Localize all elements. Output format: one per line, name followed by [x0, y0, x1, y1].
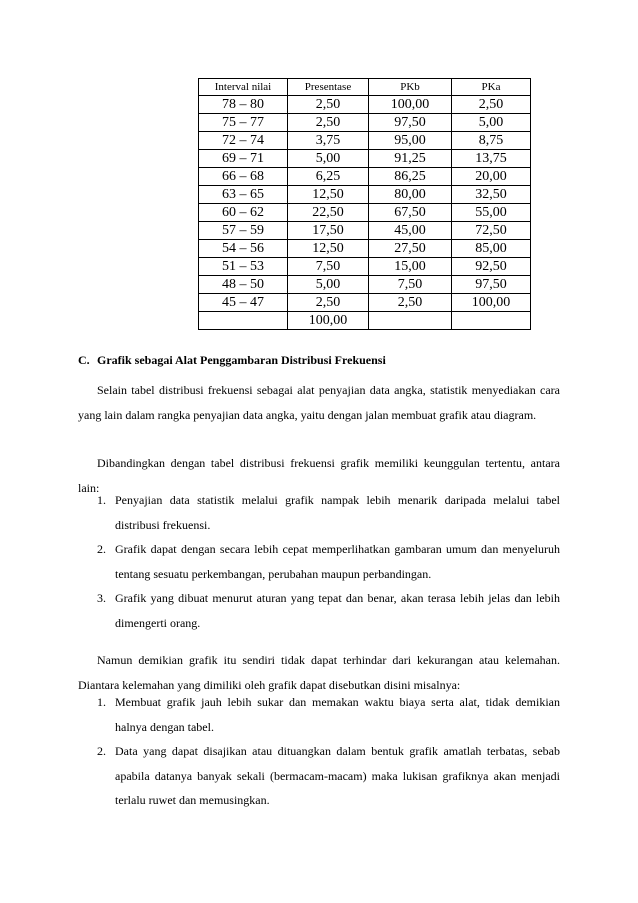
cell-interval: 54 – 56 — [199, 240, 288, 258]
list-item-text: Penyajian data statistik melalui grafik nampak lebih menarik daripada melalui tabel distribusi frekuensi. — [115, 493, 560, 532]
table-row — [199, 150, 531, 168]
cell-pka: 55,00 — [452, 204, 531, 222]
frequency-table — [198, 78, 531, 330]
cell-presentase: 2,50 — [288, 114, 369, 132]
cell-pkb: 100,00 — [369, 96, 452, 114]
list-marker: 2. — [97, 744, 106, 758]
header-interval: Interval nilai — [199, 79, 288, 96]
paragraph-weaknesses-text: Namun demikian grafik itu sendiri tidak dapat terhindar dari kekurangan atau kelemahan. Diantara kelemahan yang dimiliki oleh grafik dapat disebutkan disini misalnya: — [78, 653, 560, 692]
paragraph-intro — [78, 378, 560, 427]
cell-interval: 60 – 62 — [199, 204, 288, 222]
cell-pka: 100,00 — [452, 294, 531, 312]
list-item — [78, 537, 560, 586]
cell-pkb: 15,00 — [369, 258, 452, 276]
cell-pkb: 7,50 — [369, 276, 452, 294]
cell-interval: 57 – 59 — [199, 222, 288, 240]
cell-interval: 75 – 77 — [199, 114, 288, 132]
cell-interval: 72 – 74 — [199, 132, 288, 150]
paragraph-advantages-text: Dibandingkan dengan tabel distribusi frekuensi grafik memiliki keunggulan tertentu, antara lain: — [78, 456, 560, 495]
table-row — [199, 258, 531, 276]
cell-presentase: 6,25 — [288, 168, 369, 186]
list-item-text: Data yang dapat disajikan atau dituangkan dalam bentuk grafik amatlah terbatas, sebab apabila datanya banyak sekali (bermacam-macam) maka lukisan grafiknya akan menjadi terlalu ruwet dan memusingkan. — [115, 744, 560, 807]
list-marker: 1. — [97, 695, 106, 709]
table-row — [199, 204, 531, 222]
list-item — [78, 488, 560, 537]
list-item — [78, 690, 560, 739]
table-row — [199, 114, 531, 132]
table-row — [199, 186, 531, 204]
cell-presentase: 5,00 — [288, 150, 369, 168]
cell-presentase: 7,50 — [288, 258, 369, 276]
list-item — [78, 739, 560, 813]
cell-pka: 13,75 — [452, 150, 531, 168]
cell-presentase: 22,50 — [288, 204, 369, 222]
cell-interval: 45 – 47 — [199, 294, 288, 312]
cell-interval: 63 – 65 — [199, 186, 288, 204]
cell-interval: 66 – 68 — [199, 168, 288, 186]
weaknesses-list — [78, 690, 560, 813]
cell-pkb: 95,00 — [369, 132, 452, 150]
cell-presentase: 2,50 — [288, 96, 369, 114]
table-row — [199, 294, 531, 312]
list-marker: 3. — [97, 591, 106, 605]
cell-interval: 48 – 50 — [199, 276, 288, 294]
cell-pkb: 91,25 — [369, 150, 452, 168]
empty-cell — [369, 312, 452, 330]
advantages-list — [78, 488, 560, 635]
cell-pka: 2,50 — [452, 96, 531, 114]
table-row — [199, 168, 531, 186]
cell-pka: 32,50 — [452, 186, 531, 204]
cell-pkb: 27,50 — [369, 240, 452, 258]
cell-pka: 92,50 — [452, 258, 531, 276]
cell-presentase: 5,00 — [288, 276, 369, 294]
list-item — [78, 586, 560, 635]
cell-pkb: 97,50 — [369, 114, 452, 132]
list-marker: 1. — [97, 493, 106, 507]
cell-pka: 20,00 — [452, 168, 531, 186]
table-row — [199, 222, 531, 240]
paragraph-intro-text: Selain tabel distribusi frekuensi sebagai alat penyajian data angka, statistik menyediakan cara yang lain dalam rangka penyajian data angka, yaitu dengan jalan membuat grafik atau diagram. — [78, 383, 560, 422]
cell-presentase: 3,75 — [288, 132, 369, 150]
section-heading — [78, 353, 386, 368]
cell-presentase: 12,50 — [288, 186, 369, 204]
total-presentase: 100,00 — [288, 312, 369, 330]
header-pka: PKa — [452, 79, 531, 96]
empty-cell — [199, 312, 288, 330]
cell-presentase: 12,50 — [288, 240, 369, 258]
header-pkb: PKb — [369, 79, 452, 96]
list-item-text: Membuat grafik jauh lebih sukar dan memakan waktu biaya serta alat, tidak demikian halnya dengan tabel. — [115, 695, 560, 734]
cell-pkb: 2,50 — [369, 294, 452, 312]
cell-pkb: 86,25 — [369, 168, 452, 186]
cell-pka: 72,50 — [452, 222, 531, 240]
cell-pkb: 45,00 — [369, 222, 452, 240]
section-title: Grafik sebagai Alat Penggambaran Distribusi Frekuensi — [97, 353, 386, 367]
table-header-row — [199, 79, 531, 96]
cell-interval: 51 – 53 — [199, 258, 288, 276]
cell-pka: 85,00 — [452, 240, 531, 258]
table-total-row — [199, 312, 531, 330]
table-row — [199, 132, 531, 150]
empty-cell — [452, 312, 531, 330]
list-item-text: Grafik yang dibuat menurut aturan yang tepat dan benar, akan terasa lebih jelas dan lebih dimengerti orang. — [115, 591, 560, 630]
cell-interval: 69 – 71 — [199, 150, 288, 168]
header-presentase: Presentase — [288, 79, 369, 96]
cell-pka: 5,00 — [452, 114, 531, 132]
cell-presentase: 2,50 — [288, 294, 369, 312]
cell-pkb: 67,50 — [369, 204, 452, 222]
table-row — [199, 276, 531, 294]
table-row — [199, 96, 531, 114]
table-row — [199, 240, 531, 258]
cell-presentase: 17,50 — [288, 222, 369, 240]
list-item-text: Grafik dapat dengan secara lebih cepat memperlihatkan gambaran umum dan menyeluruh tentang sesuatu perkembangan, perubahan maupun perbandingan. — [115, 542, 560, 581]
cell-interval: 78 – 80 — [199, 96, 288, 114]
section-number: C. — [78, 353, 90, 367]
cell-pka: 97,50 — [452, 276, 531, 294]
cell-pka: 8,75 — [452, 132, 531, 150]
list-marker: 2. — [97, 542, 106, 556]
cell-pkb: 80,00 — [369, 186, 452, 204]
